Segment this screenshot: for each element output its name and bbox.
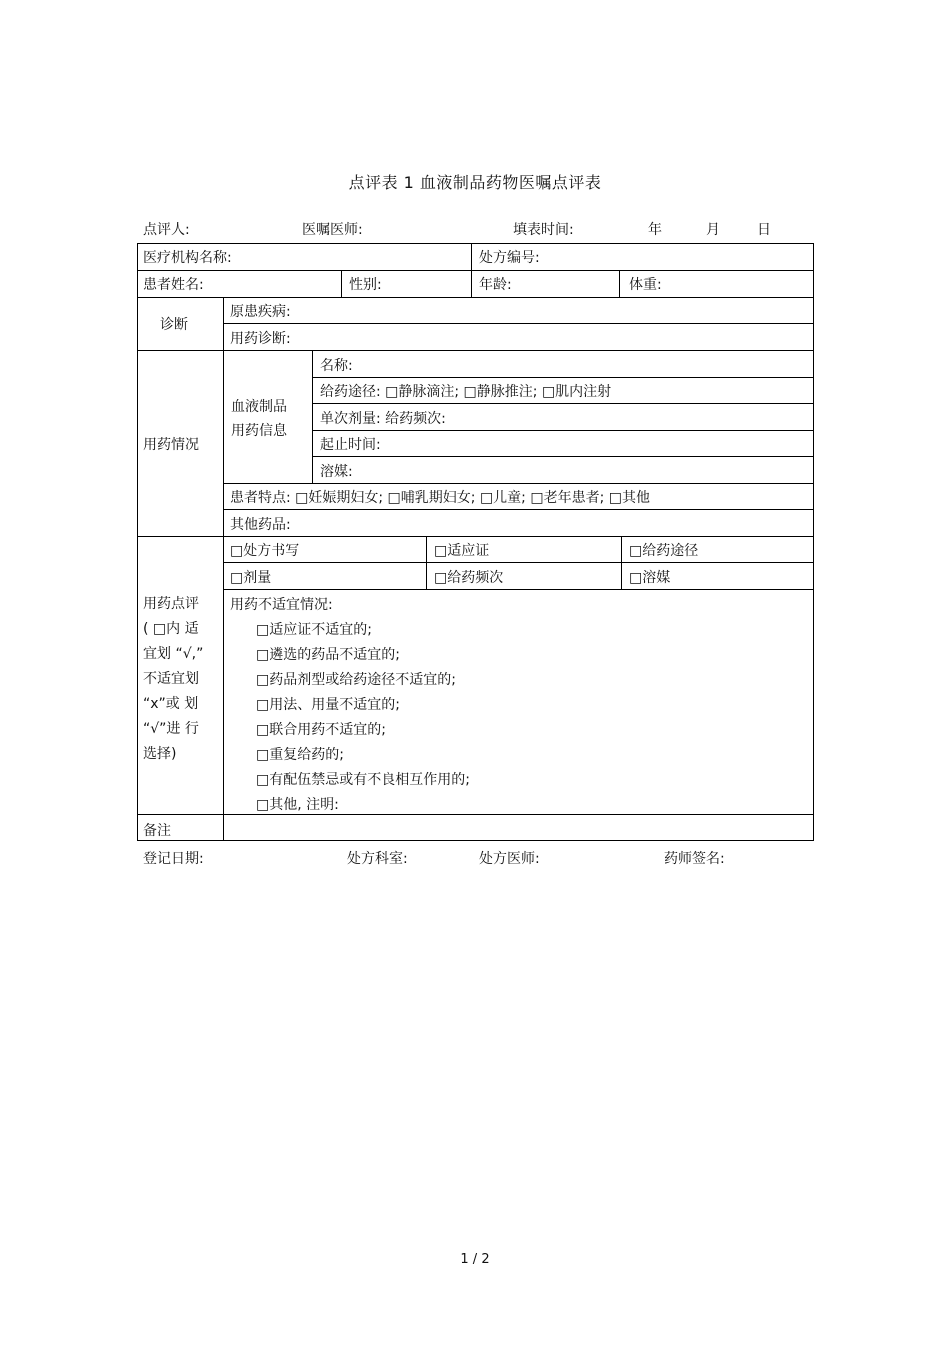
checkbox-dose[interactable]: □剂量 [230,570,272,586]
route-options: 给药途径: □静脉滴注; □静脉推注; □肌内注射 [320,384,612,400]
table-line [471,243,472,297]
other-drugs-label: 其他药品: [230,517,291,533]
inappropriate-item[interactable]: □重复给药的; [256,747,344,763]
table-line [223,323,814,324]
patient-features-options: 患者特点: □妊娠期妇女; □哺乳期妇女; □儿童; □老年患者; □其他 [230,490,650,506]
review-instructions-line: 用药点评 [143,596,199,612]
dose-frequency-label: 单次剂量: 给药频次: [320,411,446,427]
table-line [223,562,814,563]
inappropriate-item[interactable]: □联合用药不适宜的; [256,722,386,738]
gender-label: 性别: [349,277,382,293]
fill-time-label: 填表时间: [513,222,574,238]
prescriber-label: 处方医师: [479,851,540,867]
inappropriate-item[interactable]: □其他, 注明: [256,797,339,813]
table-line [312,377,814,378]
table-line [621,536,622,589]
inappropriate-item[interactable]: □遴选的药品不适宜的; [256,647,400,663]
review-instructions-line: ( □内 适 [143,621,199,637]
month-label: 月 [706,222,720,238]
page-title: 点评表 1 血液制品药物医嘱点评表 [348,173,602,192]
table-line [312,430,814,431]
institution-label: 医疗机构名称: [143,250,232,266]
table-line [137,536,814,537]
prescription-no-label: 处方编号: [479,250,540,266]
inappropriate-item[interactable]: □有配伍禁忌或有不良相互作用的; [256,772,470,788]
table-line [223,509,814,510]
table-line [312,350,313,483]
pharmacist-signature-label: 药师签名: [664,851,725,867]
solvent-label: 溶媒: [320,464,353,480]
weight-label: 体重: [629,277,662,293]
inappropriate-item[interactable]: □药品剂型或给药途径不适宜的; [256,672,456,688]
review-instructions-line: “√”进 行 [143,721,199,737]
reviewer-label: 点评人: [143,222,190,238]
review-instructions [143,592,215,767]
review-instructions-line: 不适宜划 [143,671,199,687]
inappropriate-item[interactable]: □适应证不适宜的; [256,622,372,638]
department-label: 处方科室: [347,851,408,867]
doctor-label: 医嘱医师: [302,222,363,238]
table-line [137,814,814,815]
remarks-label: 备注 [143,823,171,839]
table-line [619,270,620,297]
start-end-time-label: 起止时间: [320,437,381,453]
inappropriate-item[interactable]: □用法、用量不适宜的; [256,697,400,713]
table-line [223,589,814,590]
inappropriate-title: 用药不适宜情况: [230,597,333,613]
table-line [137,350,814,351]
day-label: 日 [757,222,771,238]
blood-info-label-line1: 血液制品 [231,399,287,415]
table-line [223,297,224,841]
review-instructions-line: “x”或 划 [143,696,199,712]
patient-name-label: 患者姓名: [143,277,204,293]
table-line [312,403,814,404]
review-instructions-line: 选择) [143,746,177,762]
table-line [341,270,342,297]
table-line [223,483,814,484]
checkbox-solvent[interactable]: □溶媒 [629,570,671,586]
medication-diagnosis-label: 用药诊断: [230,331,291,347]
checkbox-route[interactable]: □给药途径 [629,543,699,559]
table-line [137,270,814,271]
diagnosis-label: 诊断 [160,317,188,333]
original-disease-label: 原患疾病: [230,304,291,320]
usage-label: 用药情况 [143,437,199,453]
checkbox-prescription-writing[interactable]: □处方书写 [230,543,300,559]
drug-name-label: 名称: [320,358,353,374]
year-label: 年 [648,222,662,238]
review-instructions-line: 宜划 “√,” [143,646,204,662]
table-line [312,456,814,457]
table-line [426,536,427,589]
page-number: 1 / 2 [460,1252,490,1267]
checkbox-indication[interactable]: □适应证 [434,543,490,559]
table-line [137,297,814,298]
checkbox-frequency[interactable]: □给药频次 [434,570,504,586]
age-label: 年龄: [479,277,512,293]
register-date-label: 登记日期: [143,851,204,867]
blood-info-label-line2: 用药信息 [231,423,287,439]
